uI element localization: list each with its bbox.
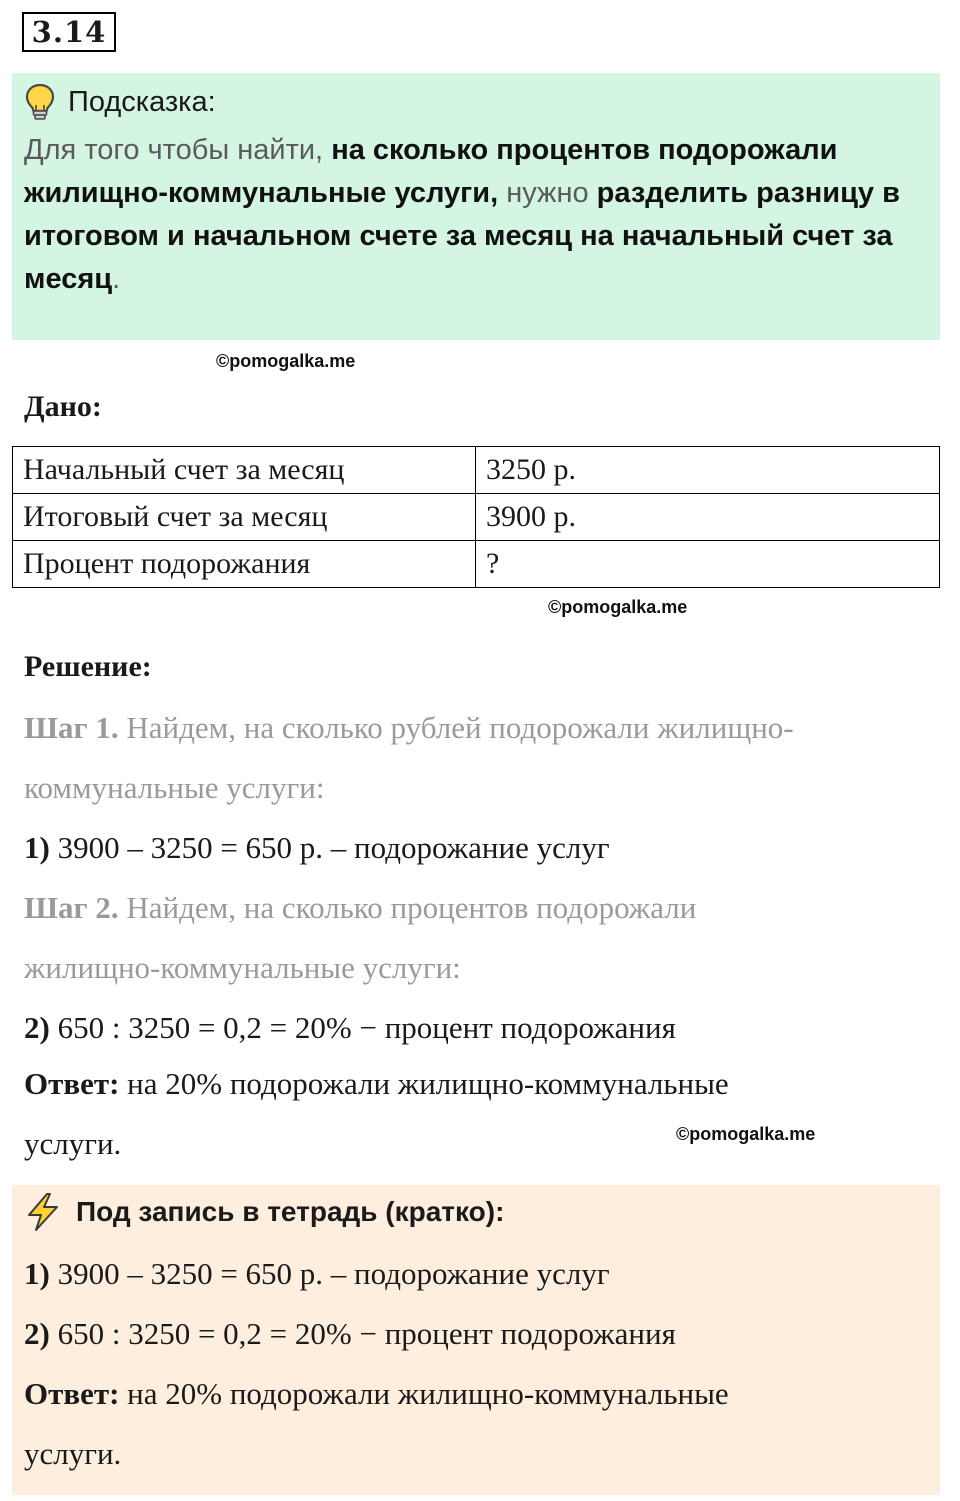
hint-text-part: нужно (498, 177, 597, 209)
watermark: ©pomogalka.me (676, 1124, 816, 1144)
table-row (13, 541, 940, 588)
answer-text: на 20% подорожали жилищно-коммунальные (119, 1066, 729, 1101)
step2-line1 (24, 890, 696, 926)
step1-line1 (24, 710, 794, 746)
hint-title: Подсказка: (68, 85, 216, 118)
step2-line2: жилищно-коммунальные услуги: (24, 950, 461, 985)
table-cell-value: 3250 р. (476, 447, 940, 494)
calc2-text: 650 : 3250 = 0,2 = 20% − процент подорожания (49, 1010, 676, 1045)
step2-text: Найдем, на сколько процентов подорожали (118, 890, 697, 925)
table-row (13, 494, 940, 541)
calc1-number: 1) (24, 830, 50, 865)
table-cell-label: Начальный счет за месяц (13, 447, 476, 494)
watermark: ©pomogalka.me (548, 597, 688, 617)
notebook-title: Под запись в тетрадь (кратко): (76, 1196, 505, 1227)
lightning-icon (24, 1192, 62, 1232)
calc2-number: 2) (24, 1010, 50, 1045)
table-cell-label: Итоговый счет за месяц (13, 494, 476, 541)
answer-line2: услуги. (24, 1126, 122, 1161)
calc2-line (24, 1010, 676, 1046)
hint-header (24, 82, 216, 122)
notebook-calc1-text: 3900 – 3250 = 650 р. – подорожание услуг (49, 1256, 610, 1291)
notebook-calc1-line (24, 1256, 610, 1292)
step1-label: Шаг 1. (24, 710, 119, 745)
hint-text-part: разделить разницу в итоговом и начальном счете за месяц на начальный счет за месяц (24, 177, 900, 295)
notebook-calc2-line (24, 1316, 676, 1352)
step1-line2: коммунальные услуги: (24, 770, 325, 805)
table-row (13, 447, 940, 494)
calc1-line (24, 830, 610, 866)
table-cell-value: ? (476, 541, 940, 588)
hint-text-part: . (112, 263, 121, 295)
answer-label: Ответ: (24, 1066, 120, 1101)
calc1-text: 3900 – 3250 = 650 р. – подорожание услуг (49, 830, 610, 865)
hint-text (24, 129, 929, 301)
table-cell-label: Процент подорожания (13, 541, 476, 588)
table-cell-value: 3900 р. (476, 494, 940, 541)
hint-text-part: на сколько процентов подорожали жилищно-коммунальные услуги, (24, 134, 838, 209)
notebook-header (24, 1190, 504, 1234)
task-number: 3.14 (22, 12, 116, 52)
given-title: Дано: (24, 390, 102, 423)
notebook-calc2-number: 2) (24, 1316, 50, 1351)
notebook-answer-line1 (24, 1376, 729, 1412)
given-table (12, 446, 940, 588)
step2-label: Шаг 2. (24, 890, 119, 925)
notebook-answer-line2: услуги. (24, 1436, 122, 1471)
answer-line1 (24, 1066, 729, 1102)
step1-text: Найдем, на сколько рублей подорожали жилищно- (118, 710, 794, 745)
notebook-calc2-text: 650 : 3250 = 0,2 = 20% − процент подорожания (49, 1316, 676, 1351)
watermark: ©pomogalka.me (216, 351, 356, 371)
notebook-answer-label: Ответ: (24, 1376, 120, 1411)
notebook-calc1-number: 1) (24, 1256, 50, 1291)
hint-text-part: Для того чтобы найти, (24, 134, 332, 166)
notebook-answer-text: на 20% подорожали жилищно-коммунальные (119, 1376, 729, 1411)
lightbulb-icon (24, 83, 56, 121)
solution-title: Решение: (24, 650, 152, 683)
